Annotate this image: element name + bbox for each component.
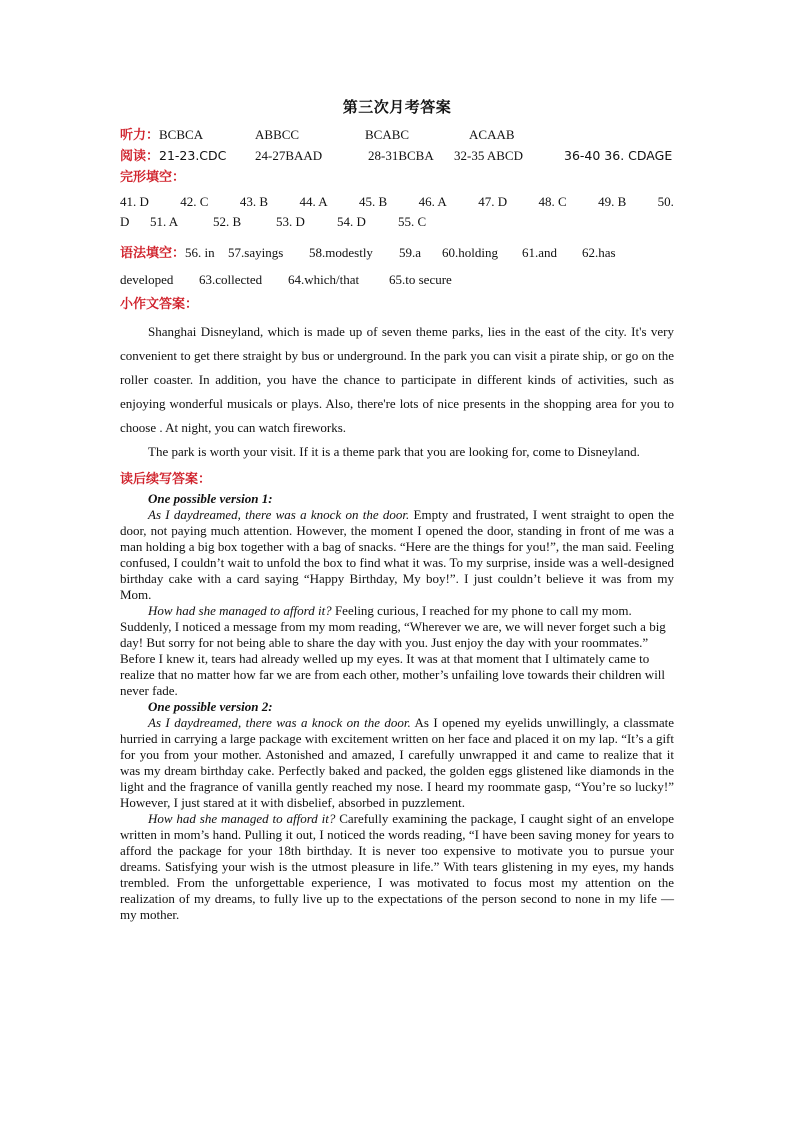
cloze-answers-2: [120, 212, 674, 232]
essay-label: 小作文答案：: [120, 297, 199, 312]
paragraph-lead: As I daydreamed, there was a knock on the door.: [148, 715, 411, 730]
version-heading: One possible version 1:: [148, 491, 273, 506]
paragraph-body: Feeling curious, I reached for my phone to call my mom. Suddenly, I noticed a message from my mom reading, “Wherever we are, we will never forget such a big day! But sorry for not being able to share the day with you. Just enjoy the day with your roommates.” Before I knew it, tears had already welled up my eyes. It was at that moment that I ultimately came to realize that no matter how far we are from each other, mother’s unfailing love towards their children will never fade.: [120, 603, 666, 698]
cloze-answer: 51. A: [150, 214, 179, 229]
reading-group: 28-31BCBA: [368, 148, 434, 163]
cloze-answer: 49. B: [598, 194, 627, 209]
cloze-answer: 44. A: [299, 194, 328, 209]
reading-group: 21-23.CDC: [159, 148, 227, 163]
grammar-answer: 65.to secure: [389, 272, 452, 287]
cloze-answer: 53. D: [276, 214, 305, 229]
grammar-answer: 63.collected: [199, 272, 263, 287]
continuation-label: 读后续写答案：: [120, 472, 212, 487]
grammar-answer: 61.and: [522, 245, 558, 260]
cloze-label-row: [120, 167, 674, 188]
listening-group: ACAAB: [469, 127, 515, 142]
cloze-label: 完形填空：: [120, 170, 186, 185]
grammar-answer: 62.has: [582, 245, 616, 260]
essay-paragraph: The park is worth your visit. If it is a theme park that you are looking for, come to Disneyland.: [148, 444, 640, 459]
page-title: 第三次月考答案: [342, 98, 452, 116]
listening-group: BCBCA: [159, 127, 204, 142]
cloze-answer: 54. D: [337, 214, 366, 229]
cloze-answer: 42. C: [180, 194, 209, 209]
grammar-row-2: [120, 267, 674, 293]
cloze-answer: 41. D: [120, 194, 149, 209]
cloze-answer: 55. C: [398, 214, 427, 229]
answer-sheet: [120, 96, 674, 923]
paragraph-body: Carefully examining the package, I caught sight of an envelope written in mom’s hand. Pulling it out, I noticed the words reading, “I have been saving money for years to afford the package for your 18th birthday. It is never too expensive to motivate you to pursue your dreams. Satisfying your wish is the utmost pleasure in life.” With tears glistening in my eyes, my hands trembled. From the unforgettable experience, I was motivated to focus most my attention on the realization of my dreams, to fully live up to the expectations of the person second to none in my life — my mother.: [120, 811, 674, 922]
essay-paragraph: Shanghai Disneyland, which is made up of seven theme parks, lies in the east of the city. It's very convenient to get there straight by bus or underground. In the park you can visit a pirate ship, or go on the roller coaster. In addition, you have the chance to participate in different kinds of activities, such as enjoying wonderful musicals or plays. Also, there're lots of nice presents in the shopping area for you to choose . At night, you can watch fireworks.: [120, 324, 674, 435]
grammar-answer: 58.modestly: [309, 245, 373, 260]
listening-label: 听力：: [120, 128, 160, 143]
paragraph-lead: How had she managed to afford it?: [148, 811, 336, 826]
listening-group: BCABC: [365, 127, 410, 142]
listening-group: ABBCC: [255, 127, 300, 142]
reading-group: 24-27BAAD: [255, 148, 323, 163]
paragraph-body: As I opened my eyelids unwillingly, a classmate hurried in carrying a large package with excitement written on her face and placed it on my lap. “It’s a gift for you from your mother. Astonished and amazed, I carefully unwrapped it and came to realize that it was my dream birthday cake. Perfectly baked and packed, the golden eggs glistened like diamonds in the light and the fragrance of vanilla gently reached my nose. I heard my roommate gasp, “You’re so lucky!” However, I just stared at it with disbelief, absorbed in puzzlement.: [120, 715, 674, 810]
essay-label-row: [120, 293, 674, 316]
version-paragraph: [120, 603, 674, 699]
grammar-row: [120, 240, 674, 267]
cloze-answer: 46. A: [418, 194, 447, 209]
paragraph-lead: How had she managed to afford it?: [148, 603, 332, 618]
grammar-answer: 56. in: [185, 245, 215, 260]
grammar-answer: 60.holding: [442, 245, 498, 260]
listening-row: [120, 125, 674, 146]
paragraph-body: Empty and frustrated, I went straight to open the door, not paying much attention. However, the moment I opened the door, standing in front of me was a man holding a big box together with a bag of snacks. “Here are the things for you!”, the man said. Feeling confused, I couldn’t wait to unfold the box to find what it was. To my surprise, inside was a well-designed birthday cake with a card saying “Happy Birthday, My boy!”. I just couldn’t believe it was from my Mom.: [120, 507, 674, 602]
cloze-answer: 43. B: [239, 194, 269, 209]
version-paragraph: [120, 811, 674, 923]
reading-label: 阅读：: [120, 149, 160, 164]
reading-group: 32-35 ABCD: [454, 148, 523, 163]
grammar-answer: 57.sayings: [228, 245, 284, 260]
version-paragraph: [120, 715, 674, 811]
cloze-answer: 52. B: [213, 214, 242, 229]
grammar-label: 语法填空：: [120, 246, 186, 261]
cloze-answer: 47. D: [478, 194, 508, 209]
cloze-answers: [120, 192, 674, 212]
reading-group: 36-40 36. CDAGE: [564, 148, 673, 163]
version-heading: One possible version 2:: [148, 699, 273, 714]
cloze-answer: 48. C: [538, 194, 567, 209]
grammar-answer: 64.which/that: [288, 272, 360, 287]
grammar-answer: developed: [120, 272, 174, 287]
cloze-answer: 50.: [657, 194, 674, 209]
reading-row: [120, 146, 674, 167]
continuation-label-row: [120, 468, 674, 491]
cloze-answer: D: [120, 214, 130, 229]
paragraph-lead: As I daydreamed, there was a knock on the door.: [148, 507, 410, 522]
version-paragraph: [120, 507, 674, 603]
grammar-answer: 59.a: [399, 245, 422, 260]
cloze-answer: 45. B: [359, 194, 388, 209]
